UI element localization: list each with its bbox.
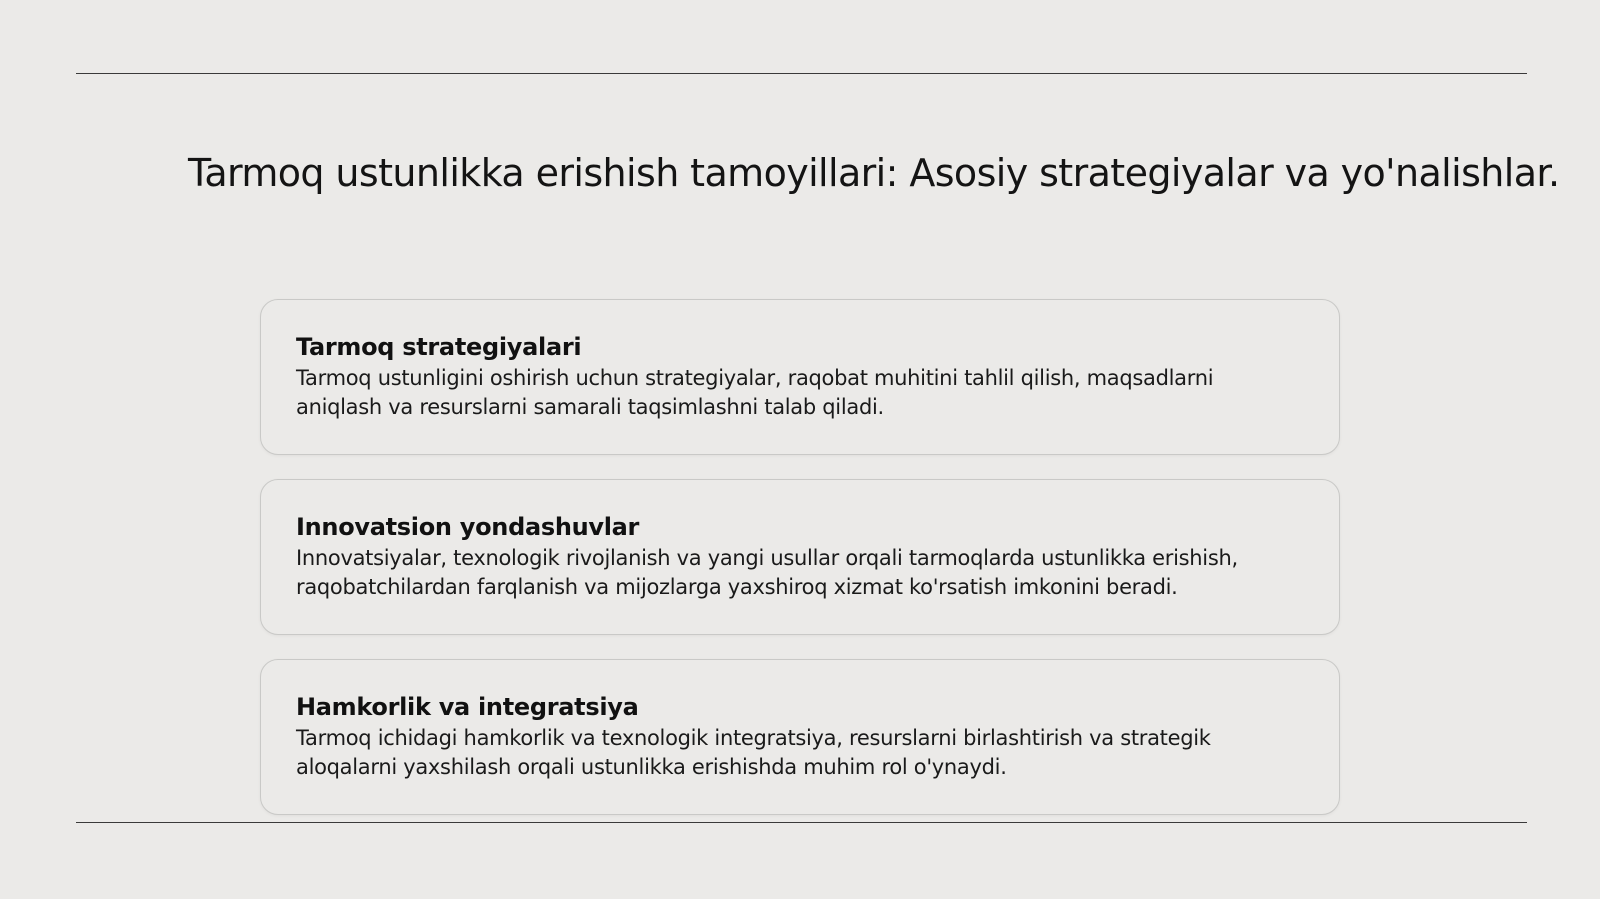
top-divider (76, 73, 1527, 74)
card-network-strategies (260, 299, 1340, 455)
card-heading: Tarmoq strategiyalari (296, 333, 582, 361)
card-innovative-approaches (260, 479, 1340, 635)
card-heading: Hamkorlik va integratsiya (296, 693, 639, 721)
card-collaboration-integration (260, 659, 1340, 815)
bottom-divider (76, 822, 1527, 823)
card-heading: Innovatsion yondashuvlar (296, 513, 640, 541)
card-description: Innovatsiyalar, texnologik rivojlanish va yangi usullar orqali tarmoqlarda ustunlikka erishish, raqobatchilardan farqlanish va mijozlarga yaxshiroq xizmat ko'rsatish imkonini beradi. (296, 546, 1238, 599)
card-description: Tarmoq ustunligini oshirish uchun strategiyalar, raqobat muhitini tahlil qilish, maqsadlarni aniqlash va resurslarni samarali taqsimlashni talab qiladi. (296, 366, 1214, 419)
card-list (260, 299, 1340, 839)
card-description: Tarmoq ichidagi hamkorlik va texnologik integratsiya, resurslarni birlashtirish va strategik aloqalarni yaxshilash orqali ustunlikka erishishda muhim rol o'ynaydi. (296, 726, 1211, 779)
slide-title: Tarmoq ustunlikka erishish tamoyillari: Asosiy strategiyalar va yo'nalishlar. (188, 151, 1560, 195)
